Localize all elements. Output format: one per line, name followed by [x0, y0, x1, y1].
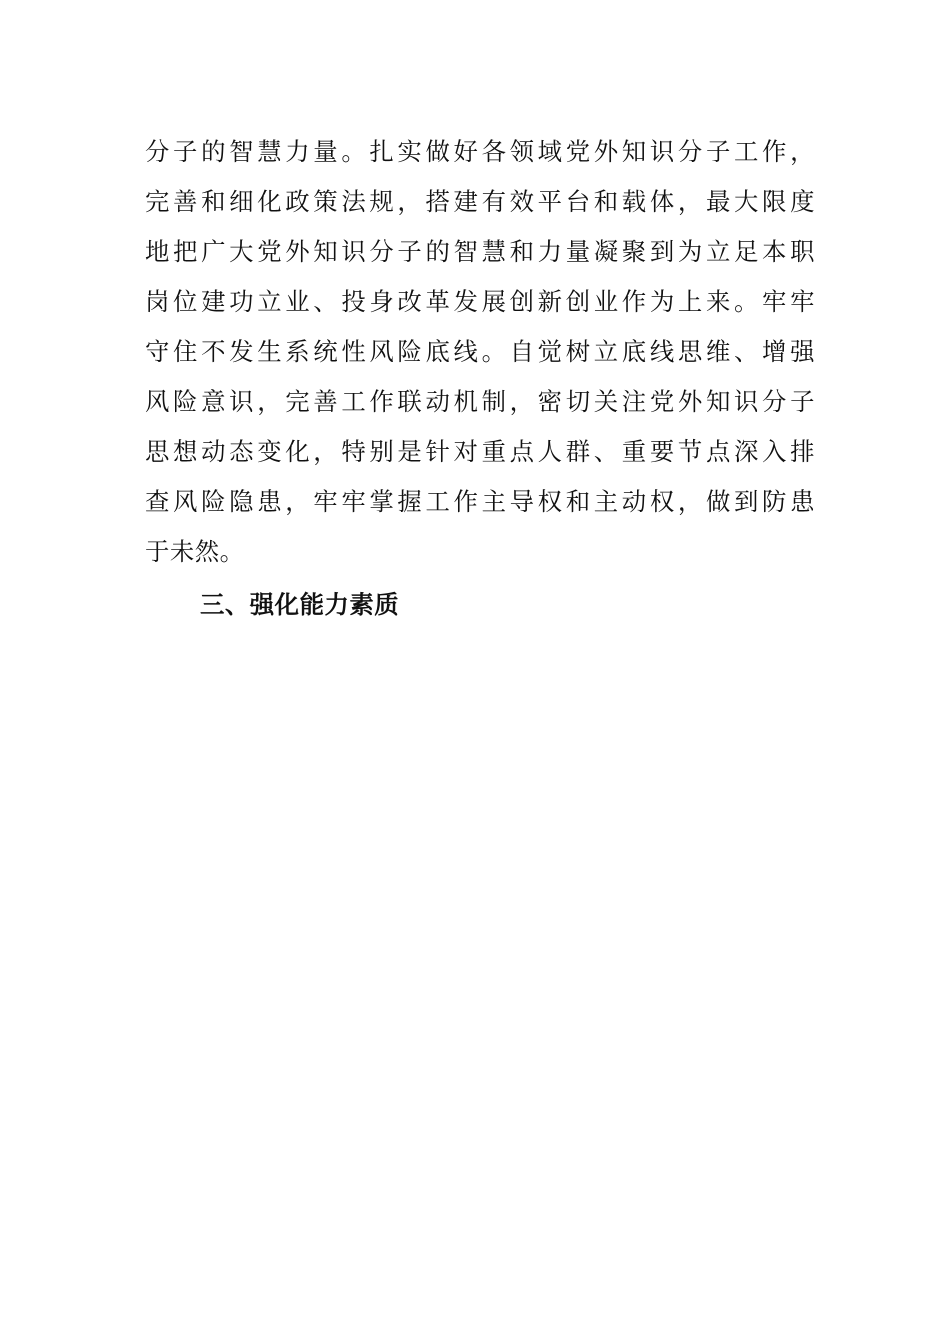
paragraph-line: 完善和细化政策法规，搭建有效平台和载体，最大限度 [145, 187, 815, 216]
body-paragraph [145, 127, 815, 577]
paragraph-line: 查风险隐患，牢牢掌握工作主导权和主动权，做到防患 [145, 487, 815, 516]
paragraph-line: 地把广大党外知识分子的智慧和力量凝聚到为立足本职 [145, 237, 815, 266]
paragraph-line: 分子的智慧力量。扎实做好各领域党外知识分子工作， [145, 137, 815, 166]
paragraph-line: 风险意识，完善工作联动机制，密切关注党外知识分子 [145, 387, 815, 416]
paragraph-line: 于未然。 [145, 537, 245, 566]
paragraph-line: 思想动态变化，特别是针对重点人群、重要节点深入排 [145, 437, 815, 466]
paragraph-line: 岗位建功立业、投身改革发展创新创业作为上来。牢牢 [145, 287, 815, 316]
section-heading: 三、强化能力素质 [200, 590, 400, 619]
paragraph-line: 守住不发生系统性风险底线。自觉树立底线思维、增强 [145, 337, 815, 366]
